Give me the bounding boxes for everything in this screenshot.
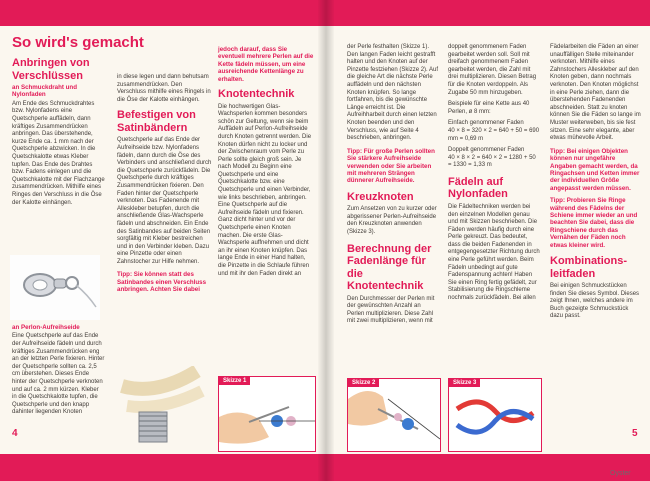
knoten-text: Die hochwertigen Glas-Wachsperlen kommen besonders schön zur Geltung, wenn sie beim Auffädeln auf Perlon-Aufreihseide durch Knoten getrennt werden. Die Knoten dürfen nicht zu locker und der Zwischenraum vom Perle zu Perle sollte gleich groß sein. Je nach Modell zu Beginn eine Quetschperle und eine Quetschkalotte bzw. eine Quetschperle und einen Verbinder, wie links beschrieben, anbringen. Eine Quetschperle auf die Aufreihseide fädeln und fixieren. Ganz dicht hinter und vor der Quetschperle einen Knoten machen. Die erste Glas-Wachsperle auffnehmen und dicht an ihr einen Knoten knüpfen. Das lange Ende in einer Hand halten, die Pinzette in die Schlaufe führen und mit ihr den Faden direkt an <box>218 103 312 277</box>
example-1-label: Einfach genommener Faden <box>448 120 524 127</box>
right-col-1 <box>347 44 439 326</box>
skizze-3-label: Skizze 3 <box>449 379 480 387</box>
book-gutter <box>318 0 334 481</box>
example-2-calc: 40 × 8 × 2 = 640 × 2 = 1280 + 50 = 1330 = 1,33 m <box>448 154 536 169</box>
figure-skizze-3 <box>448 378 542 452</box>
kombi-text: Bei einigen Schmuckstücken finden Sie dieses Symbol. Dieses zeigt Ihnen, welches andere im Buch gezeigte Schmuckstück dazu passt. <box>550 283 640 320</box>
knoten-title: Knotentechnik <box>218 88 295 101</box>
left-col-1-bottom <box>12 324 105 417</box>
watermark: Oyster <box>610 470 631 477</box>
kreuz-title: Kreuzknoten <box>347 190 414 203</box>
figure-skizze-1 <box>218 376 316 452</box>
right-col3-text: Fädelarbeiten die Fäden an einer unauffälligen Stelle miteinander verknoten. Mithilfe eines Zahnstochers Alleskleber auf den Knoten geben, dann nochmals verknoten. Den Knoten möglichst in eine Perle ziehen, dann die überstehenden Fadenenden abschneiden. Statt zu knoten können Sie die Fäden so lange im Muster weiterweben, bis sie fest sitzen. Eine sehr elegante, aber etwas mühevolle Arbeit. <box>550 44 641 142</box>
kreuz-text: Zum Ansetzen von zu kurzer oder abgerissener Perlen-Aufreihseide den Kreuzknoten anwenden (Skizze 3). <box>347 206 437 236</box>
satin-title: Befestigen von Satinbändern <box>117 109 196 134</box>
right-col-2 <box>448 44 540 303</box>
page-number-right: 5 <box>632 428 638 439</box>
tipp-satin: Tipp: Sie können statt des Satinbandes einen Verschluss anbringen. Achten Sie dabei <box>117 271 207 294</box>
berechnung-title: Berechnung der Fadenlänge für die Knotentechnik <box>347 242 432 293</box>
left-col-1 <box>12 34 144 207</box>
skizze-1-label: Skizze 1 <box>219 377 250 385</box>
page-number-left: 4 <box>12 428 18 439</box>
anbringen-subtitle: an Schmuckdraht und Nylonfaden <box>12 84 77 99</box>
example-intro: Beispiele für eine Kette aus 40 Perlen, ø 8 mm: <box>448 101 530 115</box>
anbringen-title: Anbringen von Verschlüssen <box>12 57 90 82</box>
ribbon-image <box>117 366 207 448</box>
right-col2-text: doppelt genommenem Faden gearbeitet werden soll. Soll mit dreifach genommenem Faden gearbeitet werden, die Zahl mit drei multiplizieren. Diesen Betrag für die Knoten verdoppeln. Als Zugabe 50 mm hinzugeben. <box>448 44 537 96</box>
col2-text: in diese legen und dann behutsam zusammendrücken. Den Verschluss mithilfe eines Ringels in die Öse der Kalotte einhängen. <box>117 74 211 103</box>
skizze-2-drawing <box>348 379 440 451</box>
tipp-objekte: Tipp: Bei einigen Objekten können nur ungefähre Angaben gemacht werden, da Ringachsen und Ketten immer der individuellen Größe angepasst werden müssen. <box>550 147 640 192</box>
clasp-image <box>10 255 100 320</box>
page-title: So wird's gemacht <box>12 34 144 51</box>
right-col-3 <box>550 44 642 321</box>
ribbon-photo <box>117 366 207 448</box>
skizze-2-label: Skizze 2 <box>348 379 379 387</box>
perlon-subtitle: an Perlon-Aufreihseide <box>12 324 80 331</box>
col3-pink-text: jedoch darauf, dass Sie eventuell mehrere Perlen auf die Kette fädeln müssen, um eine ausreichende Kettenlänge zu erhalten. <box>218 46 314 83</box>
clasp-photo <box>10 255 100 320</box>
nylon-title: Fädeln auf Nylonfaden <box>448 175 508 201</box>
example-2-label: Doppelt genommener Faden <box>448 147 525 154</box>
berechnung-text: Den Durchmesser der Perlen mit der gewünschten Anzahl an Perlen multiplizieren. Diese Zahl mit zwei multiplizieren, wenn mit <box>347 295 435 325</box>
kombi-title: Kombinations-leitfaden <box>550 255 627 280</box>
anbringen-text: Am Ende des Schmuckdrahtes bzw. Nylonfadens eine Quetschperle auffädeln, dann kräftiges Zusammendrücken anbringen. Das überstehende, kurze Ende ca. 1 mm nach der Quetschperle abzwicken. In die Quetschkalotte etwas Kleber tupfen. Das Ende des Drahtes bzw. Fadens einlegen und die Quetschkalotte mit der Flachzange zusammendrücken. Mithilfe eines Ringes den Verschluss in die Öse der Kalotte einhängen. <box>12 100 105 206</box>
skizze-3-drawing <box>449 379 541 451</box>
figure-skizze-2 <box>347 378 441 452</box>
skizze-1-drawing <box>219 377 315 451</box>
nylon-text: Die Fädeltechniken werden bei den einzelnen Modellen genau und mit Skizzen beschrieben. Die Fäden werden häufig durch eine Perle gekreuzt. Das bedeutet, dass die beiden Fadenenden in entgegengesetzter Richtung durch eine Perle geführt werden. Beim Fädeln unbedingt auf gute Fadenspannung achten! Haben Sie einen Ring fertig gefädelt, zur Stabilisierung die Ringschleme nochmals zurückfädeln. Bei allen <box>448 203 540 302</box>
left-col-3 <box>218 46 314 278</box>
example-1-calc: 40 × 8 = 320 × 2 = 640 + 50 = 690 mm = 0,69 m <box>448 127 540 142</box>
tipp-ringe: Tipp: Probieren Sie Ringe während des Fädelns der Schiene immer wieder an und beachten Sie dabei, dass die Ringschiene durch das Vernähen der Fäden noch etwas kleiner wird. <box>550 197 638 249</box>
right-col1-text: der Perle festhalten (Skizze 1). Den langen Faden leicht gestrafft halten und den Knoten auf der Pinzette festziehen (Skizze 2). Auf die gleiche Art die nächste Perle auffädeln und den nächsten Knoten knüpfen. So lange fortfahren, bis die gewünschte Länge erreicht ist. Die Aufreihharbeit durch einen letzten Knoten beenden und den Verschluss, wie auf Seite 4 beschrieben, anbringen. <box>347 44 439 142</box>
perlon-text: Eine Quetschperle auf das Ende der Aufreihseide fädeln und durch kräftiges Zusammendrücken eng an der letzten Perle fixieren. Hinter der Quetschperle sollten ca. 2,5 cm überstehen. Dieses Ende hinter der Quetschperle verknoten und auf ca. 2 mm kürzen. Kleber in die Quetschkalotte tupfen, die Quetschperle und den knapp dahinter liegenden Knoten <box>12 333 105 416</box>
left-col-2 <box>117 74 212 294</box>
tipp-perlen: Tipp: Für große Perlen sollten Sie stärkere Aufreihseide verwenden oder Sie arbeiten mit mehreren Strängen dünnerer Aufreihseide. <box>347 147 435 185</box>
satin-text: Quetschperle auf das Ende der Aufreihseide bzw. Nylonfadens fädeln, dann durch die Öse des Verbinders und anschließend durch die Quetschperle zurückfädeln. Die Quetschperle durch kräftiges Zusammendrücken fixieren. Den Faden hinter der Quetschperle verknoten. Das Fadenende mit Alleskleber betupfen, durch die anschließende Glas-Wachsperle fädeln und abschneiden. Ein Ende des Satinbandes auf beiden Seiten sorgfältig mit Kleber bestreichen und in den Verbinder kleben. Dazu eine Pinzette oder einen Zahnstocher zur Hilfe nehmen. <box>117 137 212 265</box>
